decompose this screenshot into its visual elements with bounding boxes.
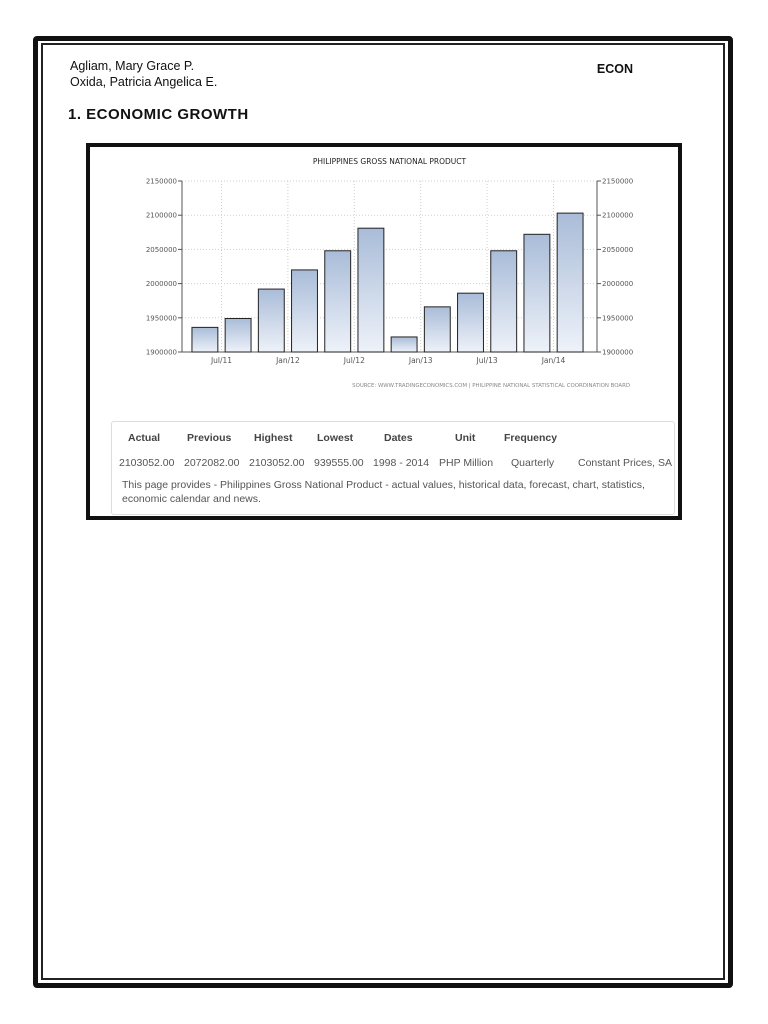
cell-highest: 2103052.00 <box>249 457 305 469</box>
x-tick-label: Jan/13 <box>408 356 433 365</box>
y-tick-label-left: 1950000 <box>145 314 177 323</box>
chart-card <box>86 143 682 520</box>
bar <box>458 293 484 352</box>
bar <box>325 251 351 352</box>
x-tick-label: Jul/12 <box>343 356 365 365</box>
cell-frequency: Quarterly <box>511 457 555 469</box>
cell-previous: 2072082.00 <box>184 457 240 469</box>
header-previous: Previous <box>187 432 232 444</box>
y-tick-label-left: 2000000 <box>145 280 177 289</box>
y-tick-label-right: 2000000 <box>602 280 634 289</box>
author-name-1: Agliam, Mary Grace P. <box>70 59 195 73</box>
bar <box>524 234 550 352</box>
bar <box>557 213 583 352</box>
table-description: This page provides - Philippines Gross National Product - actual values, historical data, forecast, chart, statistics, economic calendar and news. <box>122 479 645 505</box>
bar <box>225 318 251 352</box>
stats-table <box>111 421 675 515</box>
table-header-row <box>112 432 674 446</box>
cell-actual: 2103052.00 <box>119 457 175 469</box>
header-dates: Dates <box>384 432 413 444</box>
author-name-2: Oxida, Patricia Angelica E. <box>70 75 218 89</box>
header-actual: Actual <box>128 432 161 444</box>
x-tick-label: Jul/11 <box>210 356 233 365</box>
bar <box>358 228 384 352</box>
cell-measure: Constant Prices, SA <box>578 457 672 469</box>
section-heading: 1. ECONOMIC GROWTH <box>68 106 249 123</box>
header-highest: Highest <box>254 432 293 444</box>
table-data-row <box>112 457 674 471</box>
bar <box>424 307 450 352</box>
subject-label: ECON <box>596 62 633 76</box>
chart-source: SOURCE: WWW.TRADINGECONOMICS.COM | PHILIPPINE NATIONAL STATISTICAL COORDINATION BOARD <box>352 383 630 389</box>
bar <box>292 270 318 352</box>
cell-lowest: 939555.00 <box>314 457 364 469</box>
header-frequency: Frequency <box>504 432 558 444</box>
header-unit: Unit <box>455 432 476 444</box>
x-tick-label: Jan/14 <box>541 356 566 365</box>
cell-dates: 1998 - 2014 <box>373 457 430 469</box>
bar <box>192 327 218 352</box>
x-tick-label: Jan/12 <box>276 356 300 365</box>
y-tick-label-left: 2050000 <box>145 245 177 254</box>
header-lowest: Lowest <box>317 432 354 444</box>
bar <box>491 251 517 352</box>
bar <box>391 337 417 352</box>
cell-unit: PHP Million <box>439 457 494 469</box>
y-tick-label-right: 2050000 <box>602 245 634 254</box>
y-tick-label-right: 1900000 <box>602 348 634 357</box>
bar <box>258 289 284 352</box>
y-tick-label-right: 2150000 <box>602 177 634 186</box>
y-tick-label-right: 1950000 <box>602 314 634 323</box>
y-tick-label-left: 1900000 <box>145 348 177 357</box>
chart-title: PHILIPPINES GROSS NATIONAL PRODUCT <box>312 157 467 166</box>
y-tick-label-left: 2100000 <box>145 211 177 220</box>
y-tick-label-left: 2150000 <box>145 177 177 186</box>
x-tick-label: Jul/13 <box>476 356 498 365</box>
y-tick-label-right: 2100000 <box>602 211 634 220</box>
